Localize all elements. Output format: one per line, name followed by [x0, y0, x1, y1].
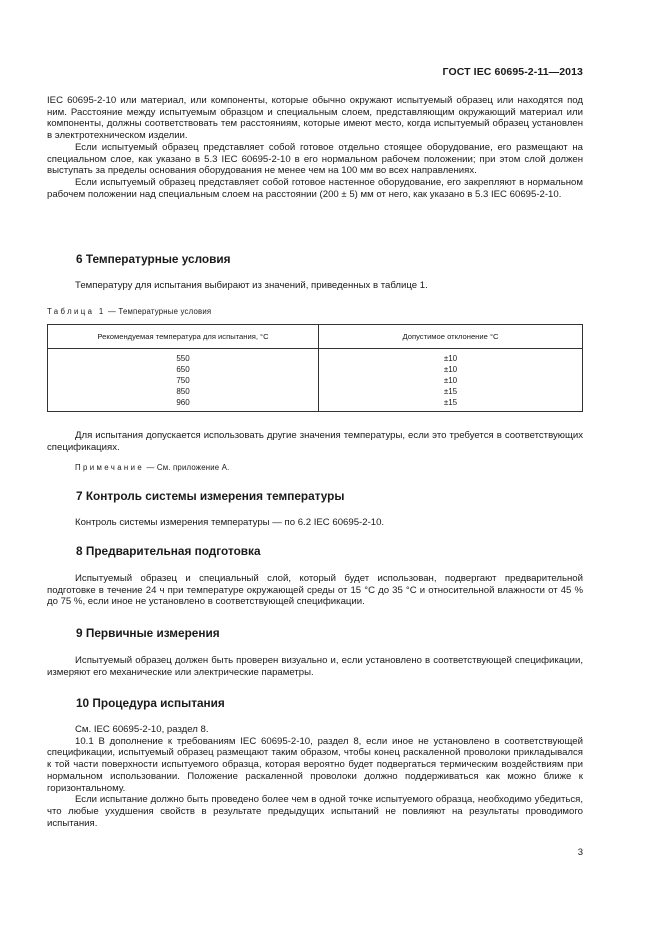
temperature-value: 960: [176, 398, 190, 407]
table-header-tolerance: Допустимое отклонение °С: [319, 325, 583, 349]
section-9-paragraph-1: Испытуемый образец должен быть проверен визуально и, если установлено в соответствующей спецификации, измеряют его механические или электрические параметры.: [47, 655, 583, 678]
temperature-value: 550: [176, 354, 190, 363]
section-8-paragraph-1: Испытуемый образец и специальный слой, который будет использован, подвергают предварительной подготовке в течение 24 ч при температуре окружающей среды от 15 °С до 35 °С и относительной влажности от 45 % до 75 %, если иное не установлено в соответствующей спецификации.: [47, 573, 583, 608]
section-10-heading: 10 Процедура испытания: [76, 696, 225, 710]
temperature-value: 650: [176, 365, 190, 374]
temperature-table: [47, 324, 583, 412]
intro-paragraph-2: Если испытуемый образец представляет собой готовое отдельно стоящее оборудование, его размещают на специальном слое, как указано в 5.3 IEC 60695-2-10 в его нормальном рабочем положении; при этом слой должен выступать за пределы основания оборудования не менее чем на 100 мм во всех направлениях.: [47, 141, 583, 177]
section-6-paragraph-2: Для испытания допускается использовать другие значения температуры, если это требуется в соответствующих спецификациях.: [47, 430, 583, 453]
document-header: ГОСТ IEC 60695-2-11—2013: [442, 66, 583, 78]
section-10-body: [47, 724, 583, 829]
table-caption-text: — Температурные условия: [105, 307, 212, 316]
tolerance-value: ±15: [443, 387, 458, 396]
section-8-heading: 8 Предварительная подготовка: [76, 544, 261, 558]
table-row: [48, 349, 583, 412]
section-6-note: [75, 463, 583, 472]
tolerance-value: ±10: [443, 354, 458, 363]
note-label: Примечание: [75, 463, 145, 472]
section-6-paragraph-1: Температуру для испытания выбирают из значений, приведенных в таблице 1.: [75, 280, 428, 291]
section-10-paragraph-2: 10.1 В дополнение к требованиям IEC 60695-2-10, раздел 8, если иное не установлено в соответствующей спецификации, испытуемый образец размещают таким образом, чтобы конец раскаленной проволоки прикладывался к той части поверхности испытуемого образца, которая вероятно будет подвергаться термическим воздействиям при нормальном использовании. Положение раскаленной проволоки должно поддерживаться как можно ближе к горизонтальному.: [47, 735, 583, 794]
temperature-cell: [48, 349, 319, 412]
page-number: 3: [577, 847, 583, 858]
section-9-heading: 9 Первичные измерения: [76, 626, 220, 640]
table-1-caption: [47, 307, 583, 316]
table-caption-label: Таблица 1: [47, 307, 106, 316]
temperature-value: 850: [176, 387, 190, 396]
intro-paragraph-1: IEC 60695-2-10 или материал, или компоненты, которые обычно окружают испытуемый образец или находятся под ним. Расстояние между испытуемым образцом и специальным слоем, представляющим окружающий материал или компоненты, должны соответствовать тем расстояниям, которые имеют место, когда испытуемый образец установлен в электротехническом изделии.: [47, 95, 583, 142]
section-10-paragraph-1: См. IEC 60695-2-10, раздел 8.: [75, 724, 209, 735]
intro-section: [47, 95, 583, 200]
section-10-paragraph-3: Если испытание должно быть проведено более чем в одной точке испытуемого образца, необходимо убедиться, что любые ухудшения свойств в результате предыдущих испытаний не повлияют на результаты проводимого испытания.: [47, 794, 583, 829]
tolerance-cell: [319, 349, 583, 412]
tolerance-value: ±15: [443, 398, 458, 407]
section-6-heading: 6 Температурные условия: [76, 252, 231, 266]
note-text: — См. приложение А.: [144, 463, 230, 472]
table-header-row: [48, 325, 583, 349]
table-header-temperature: Рекомендуемая температура для испытания, °С: [48, 325, 319, 349]
temperature-value: 750: [176, 376, 190, 385]
tolerance-value: ±10: [443, 365, 458, 374]
section-7-paragraph-1: Контроль системы измерения температуры — по 6.2 IEC 60695-2-10.: [75, 517, 385, 528]
intro-paragraph-3: Если испытуемый образец представляет собой готовое настенное оборудование, его закрепляют в нормальном рабочем положении над специальным слоем на расстоянии (200 ± 5) мм от него, как указано в 5.3 IEC 60695-2-10.: [47, 176, 583, 200]
section-7-heading: 7 Контроль системы измерения температуры: [76, 489, 345, 503]
tolerance-value: ±10: [443, 376, 458, 385]
